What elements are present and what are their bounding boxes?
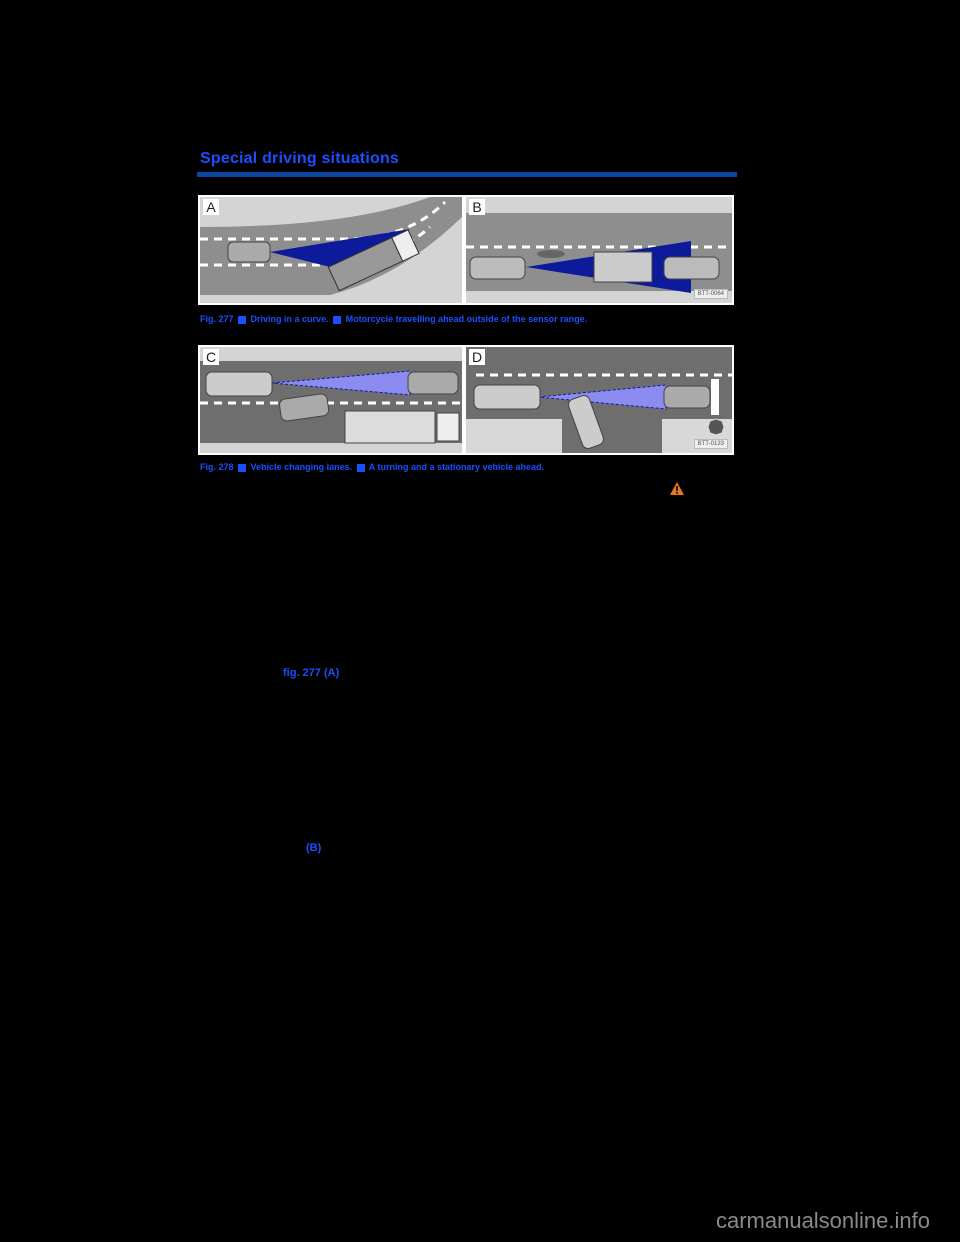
- panel-label-b: B: [469, 199, 485, 215]
- caption-text-b: Motorcycle travelling ahead outside of the sensor range.: [345, 314, 588, 324]
- warning-triangle-icon[interactable]: [670, 482, 684, 500]
- title-divider: [197, 172, 737, 177]
- page-title: Special driving situations: [200, 150, 400, 167]
- caption-badge-a: [238, 316, 246, 324]
- caption-number: Fig. 277: [200, 314, 234, 324]
- figure-278: [198, 345, 734, 455]
- caption-badge-c: [238, 464, 246, 472]
- figure-code: BTT-0064: [694, 289, 728, 299]
- caption-badge-d: [357, 464, 365, 472]
- caption-badge-b: [333, 316, 341, 324]
- caption-text-a: Vehicle changing lanes.: [250, 462, 353, 472]
- panel-label-a: A: [203, 199, 219, 215]
- caption-number: Fig. 278: [200, 462, 234, 472]
- figure-277-caption: [200, 314, 587, 324]
- panel-label-d: D: [469, 349, 485, 365]
- panel-a-curve: [200, 197, 462, 303]
- figure-277: [198, 195, 734, 305]
- panel-label-c: C: [203, 349, 219, 365]
- figure-code: BTT-0133: [694, 439, 728, 449]
- link-fig-277-a[interactable]: fig. 277 (A): [283, 667, 340, 679]
- watermark: carmanualsonline.info: [715, 1208, 930, 1233]
- panel-b-motorcycle: [466, 197, 732, 303]
- caption-text-b: A turning and a stationary vehicle ahead.: [368, 462, 544, 472]
- panel-d-turning-stationary: [466, 347, 732, 453]
- link-b[interactable]: (B): [306, 842, 322, 854]
- caption-text-a: Driving in a curve.: [250, 314, 329, 324]
- figure-278-caption: [200, 462, 544, 472]
- panel-c-lane-change: [200, 347, 462, 453]
